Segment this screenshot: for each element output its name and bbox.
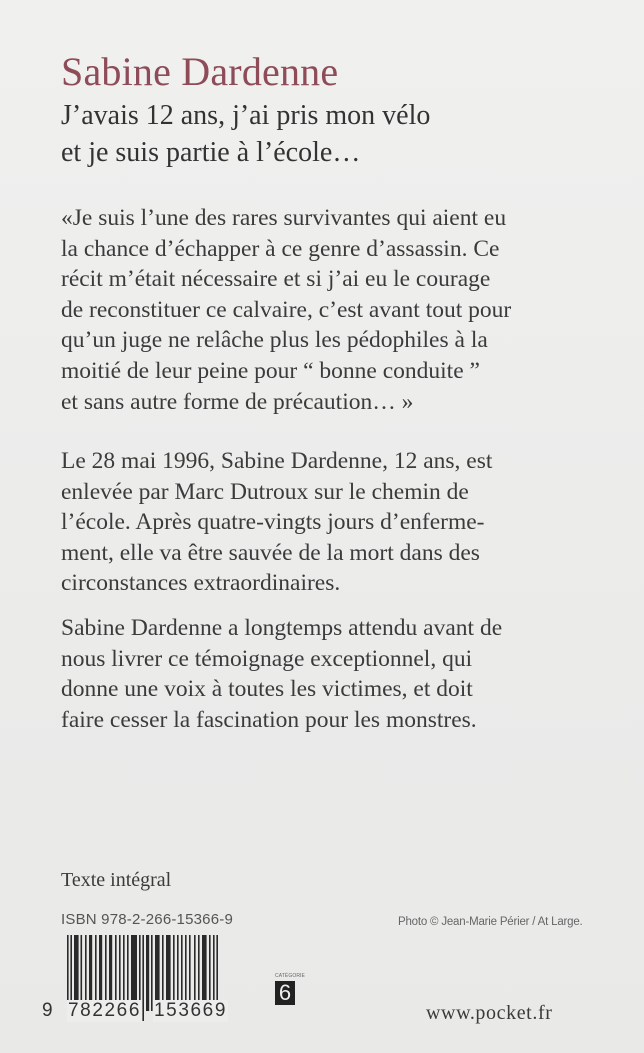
summary-paragraph-2	[61, 613, 551, 735]
photo-credit: Photo © Jean-Marie Périer / At Large.	[398, 916, 583, 928]
quote-line: récit m’était nécessaire et si j’ai eu le courage	[61, 266, 491, 293]
paragraph-line: Le 28 mai 1996, Sabine Dardenne, 12 ans, est	[61, 448, 493, 474]
isbn-label: ISBN 978-2-266-15366-9	[61, 911, 234, 928]
author-quote	[61, 203, 551, 417]
quote-line: «Je suis l’une des rares survivantes qui aient eu	[61, 205, 507, 231]
paragraph-line: ment, elle va être sauvée de la mort dans des	[61, 539, 480, 566]
quote-line: la chance d’échapper à ce genre d’assassin. Ce	[61, 235, 500, 262]
paragraph-line: Sabine Dardenne a longtemps attendu avant de	[61, 615, 503, 641]
category-badge	[275, 973, 305, 1005]
quote-line: qu’un juge ne relâche plus les pédophiles à la	[61, 327, 488, 354]
category-number: 6	[275, 981, 295, 1005]
paragraph-line: donne une voix à toutes les victimes, et doit	[61, 676, 473, 703]
category-label: CATÉGORIE	[275, 973, 305, 979]
subtitle-line: et je suis partie à l’école…	[61, 137, 361, 168]
author-name: Sabine Dardenne	[61, 49, 339, 94]
barcode-digits-right: 153669	[154, 1000, 228, 1021]
edition-note: Texte intégral	[61, 869, 172, 891]
paragraph-line: faire cesser la fascination pour les monstres.	[61, 706, 477, 733]
paragraph-line: nous livrer ce témoignage exceptionnel, qui	[61, 645, 473, 672]
summary-paragraph-1	[61, 446, 551, 599]
barcode-digit-first: 9	[42, 1000, 55, 1021]
paragraph-line: l’école. Après quatre-vingts jours d’enferme-	[61, 509, 485, 536]
subtitle-line: J’avais 12 ans, j’ai pris mon vélo	[61, 100, 431, 131]
quote-line: et sans autre forme de précaution… »	[61, 388, 414, 415]
book-subtitle	[61, 97, 430, 171]
quote-line: de reconstituer ce calvaire, c’est avant tout pour	[61, 296, 512, 323]
paragraph-line: circonstances extraordinaires.	[61, 570, 341, 597]
publisher-website: www.pocket.fr	[426, 1002, 553, 1024]
paragraph-line: enlevée par Marc Dutroux sur le chemin de	[61, 478, 469, 505]
barcode-digits-left: 782266	[68, 1000, 142, 1021]
quote-line: moitié de leur peine pour “ bonne conduite ”	[61, 357, 480, 384]
